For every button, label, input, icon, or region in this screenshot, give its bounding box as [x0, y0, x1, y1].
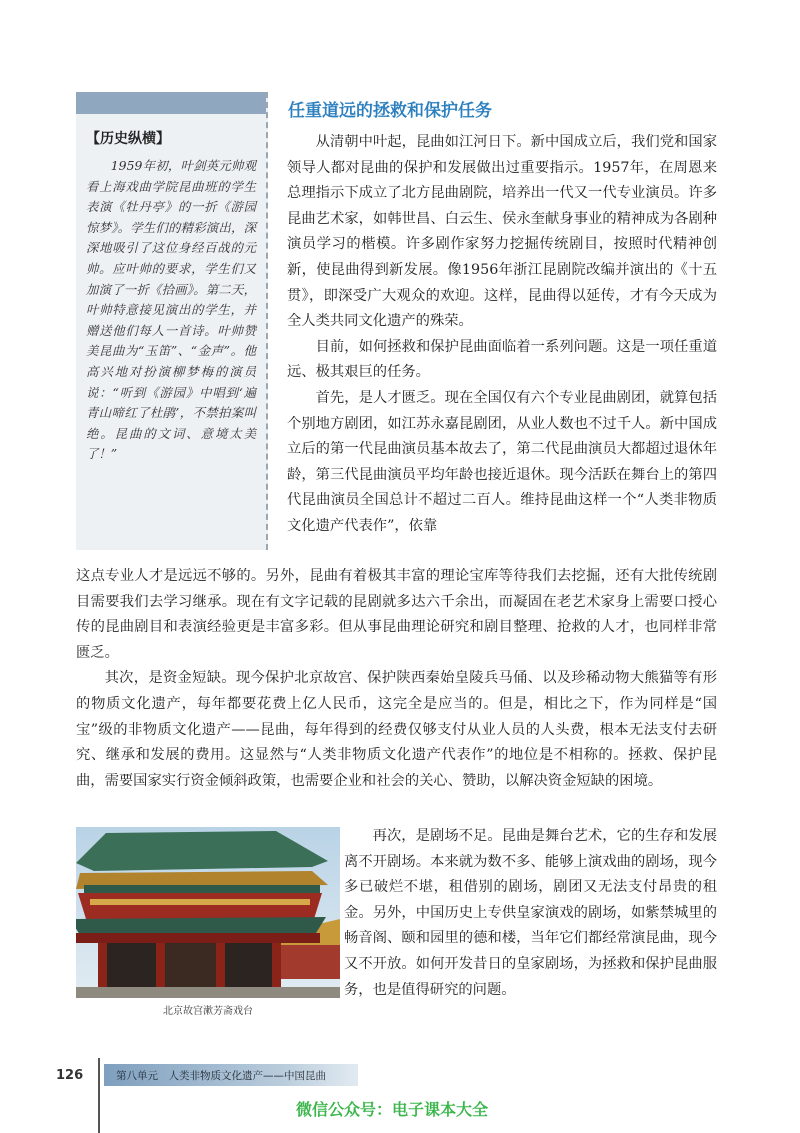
full-width-text	[76, 564, 717, 794]
section-heading: 任重道远的拯救和保护任务	[288, 101, 492, 121]
figure-caption: 北京故宫漱芳斋戏台	[163, 1006, 253, 1017]
paragraph-theater-shortage: 再次，是剧场不足。昆曲是舞台艺术，它的生存和发展离不开剧场。本来就为数不多、能够上演戏曲的剧场，现今多已破烂不堪，租借别的剧场，剧团又无法支付昂贵的租金。另外，中国历史上专供皇家演戏的剧场，如紫禁城里的畅音阁、颐和园里的德和楼，当年它们都经常演昆曲，现今又不开放。如何开发昔日的皇家剧场，为拯救和保护昆曲服务，也是值得研究的问题。	[344, 828, 717, 998]
footer-unit-title: 第八单元 人类非物质文化遗产——中国昆曲	[116, 1070, 326, 1082]
theater-photo	[76, 827, 340, 998]
paragraph-talent-shortage-continued: 这点专业人才是远远不够的。另外，昆曲有着极其丰富的理论宝库等待我们去挖掘，还有大批传统剧目需要我们去学习继承。现在有文字记载的昆剧就多达六千余出，而凝固在老艺术家身上需要口授心传的昆曲剧目和表演经验更是丰富多彩。但从事昆曲理论研究和剧目整理、抢救的人才，也同样非常匮乏。	[76, 568, 717, 661]
right-column-text	[287, 130, 717, 540]
page-number: 126	[56, 1068, 84, 1083]
history-sidebar-box	[76, 92, 268, 550]
lower-right-column-text	[344, 824, 717, 1003]
paragraph-funding-shortage: 其次，是资金短缺。现今保护北京故宫、保护陕西秦始皇陵兵马俑、以及珍稀动物大熊猫等有形的物质文化遗产，每年都要花费上亿人民币，这完全是应当的。但是，相比之下，作为同样是“国宝”级的非物质文化遗产——昆曲，每年得到的经费仅够支付从业人员的人头费，根本无法支付去研究、继承和发展的费用。这显然与“人类非物质文化遗产代表作”的地位是不相称的。拯救、保护昆曲，需要国家实行资金倾斜政策，也需要企业和社会的关心、赞助，以解决资金短缺的困境。	[76, 670, 717, 789]
paragraph-talent-shortage: 首先，是人才匮乏。现在全国仅有六个专业昆曲剧团，就算包括个别地方剧团，如江苏永嘉昆剧团，从业人数也不过千人。新中国成立后的第一代昆曲演员基本故去了，第二代昆曲演员大都超过退休年龄，第三代昆曲演员平均年龄也接近退休。现今活跃在舞台上的第四代昆曲演员全国总计不超过二百人。维持昆曲这样一个“人类非物质文化遗产代表作”，依靠	[287, 389, 717, 534]
watermark-text: 微信公众号：电子课本大全	[296, 1100, 489, 1119]
footer-divider	[98, 1058, 100, 1133]
sidebar-header-band	[76, 92, 266, 114]
paragraph-history: 从清朝中叶起，昆曲如江河日下。新中国成立后，我们党和国家领导人都对昆曲的保护和发展做出过重要指示。1957年，在周恩来总理指示下成立了北方昆曲剧院，培养出一代又一代专业演员。许多昆曲艺术家，如韩世昌、白云生、侯永奎献身事业的精神成为各剧种演员学习的楷模。许多剧作家努力挖掘传统剧目，按照时代精神创新，使昆曲得到新发展。像1956年浙江昆剧院改编并演出的《十五贯》，即深受广大观众的欢迎。这样，昆曲得以延传，才有今天成为全人类共同文化遗产的殊荣。	[287, 134, 717, 330]
paragraph-challenge-intro: 目前，如何拯救和保护昆曲面临着一系列问题。这是一项任重道远、极其艰巨的任务。	[287, 338, 717, 381]
sidebar-title: 【历史纵横】	[86, 131, 170, 147]
sidebar-body-text: 1959年初，叶剑英元帅观看上海戏曲学院昆曲班的学生表演《牡丹亭》的一折《游园惊梦》。学生们的精彩演出，深深地吸引了这位身经百战的元帅。应叶帅的要求，学生们又加演了一折《拾画》。第二天，叶帅特意接见演出的学生，并赠送他们每人一首诗。叶帅赞美昆曲为“玉笛”、“金声”。他高兴地对扮演柳梦梅的演员说：“听到《游园》中唱到‘遍青山啼红了杜鹃’，不禁拍案叫绝。昆曲的文词、意境太美了！”	[86, 158, 256, 462]
